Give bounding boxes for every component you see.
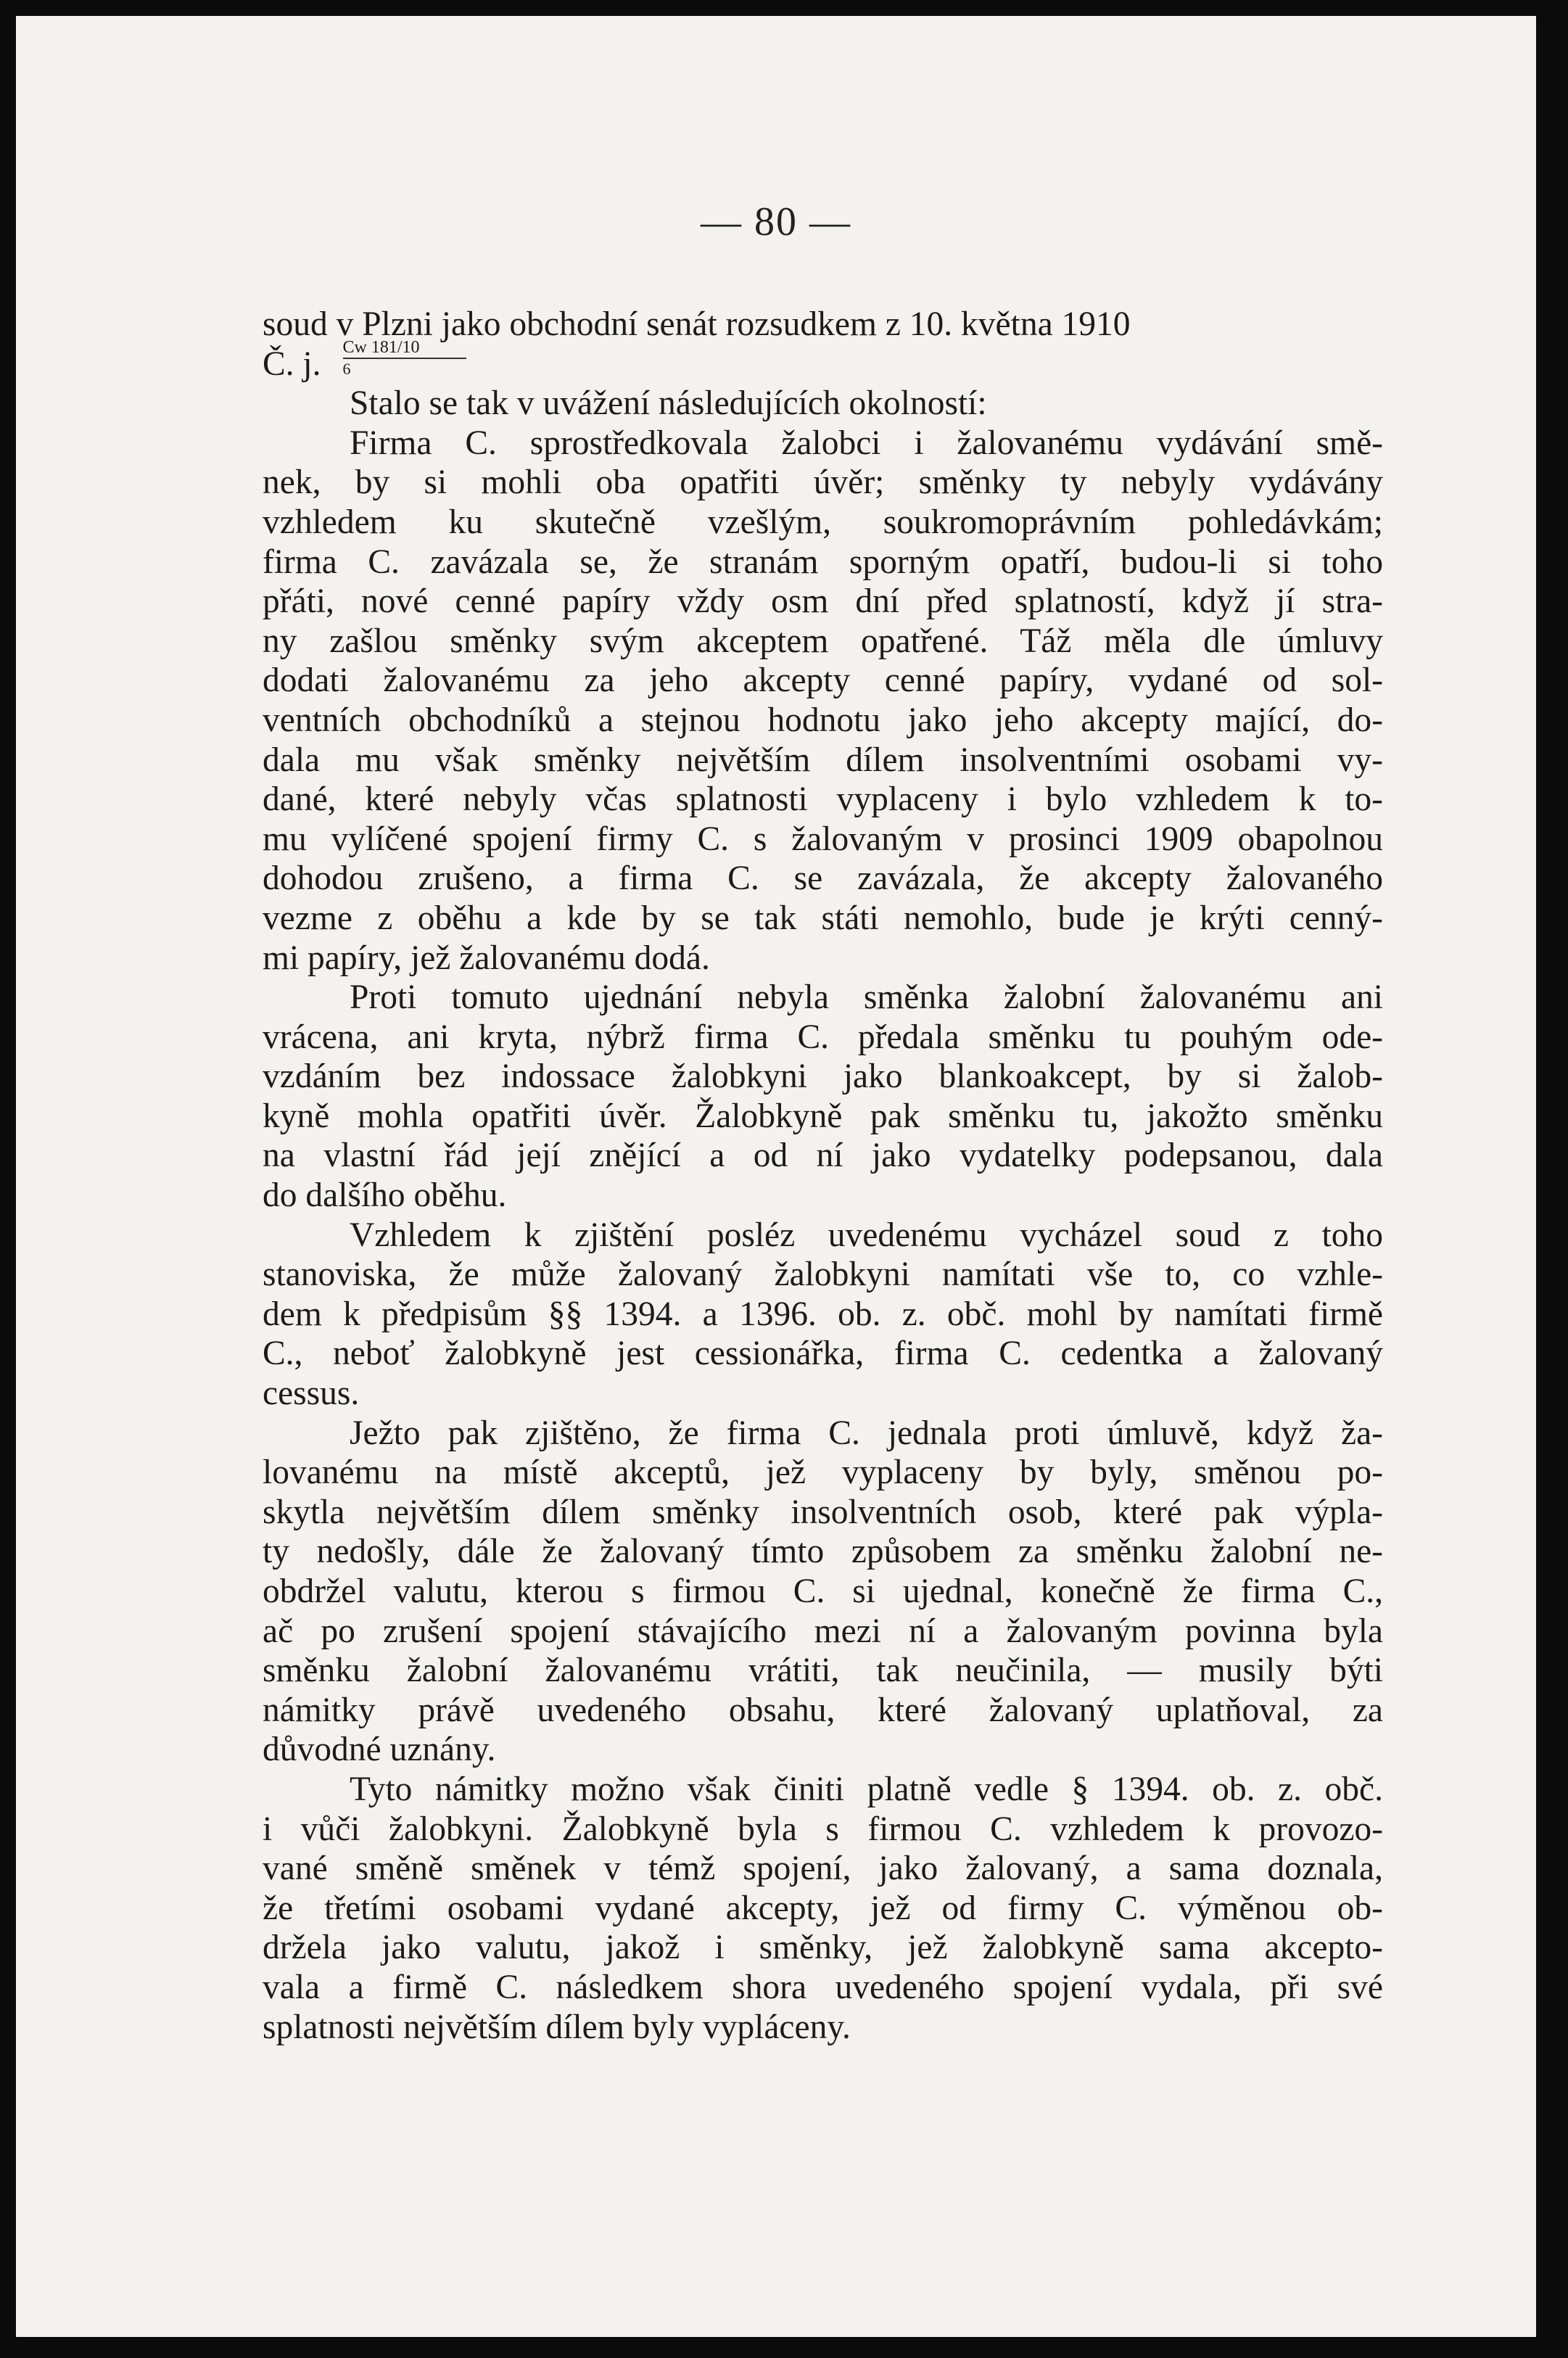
text-line: vezme z oběhu a kde by se tak státi nemohlo, bude je krýti cenný-: [263, 899, 1383, 937]
document-page: [16, 16, 1536, 2337]
text-line: že třetími osobami vydané akcepty, jež od firmy C. výměnou ob-: [263, 1889, 1383, 1927]
text-line: mi papíry, jež žalovanému dodá.: [263, 939, 710, 977]
text-line: mu vylíčené spojení firmy C. s žalovaným v prosinci 1909 obapolnou: [263, 820, 1383, 858]
text-line: vzhledem ku skutečně vzešlým, soukromoprávním pohledávkám;: [263, 503, 1383, 541]
case-reference: [263, 337, 1383, 384]
text-line: stanoviska, že může žalovaný žalobkyni namítati vše to, co vzhle-: [263, 1256, 1383, 1294]
text-line: dem k předpisům §§ 1394. a 1396. ob. z. obč. mohl by namítati firmě: [263, 1295, 1383, 1333]
text-line: na vlastní řád její znějící a od ní jako vydatelky podepsanou, dala: [263, 1137, 1383, 1175]
text-line: ač po zrušení spojení stávajícího mezi ní a žalovaným povinna byla: [263, 1612, 1383, 1650]
text-line: Proti tomuto ujednání nebyla směnka žalobní žalovanému ani: [350, 978, 1383, 1017]
text-line: dané, které nebyly včas splatnosti vyplaceny i bylo vzhledem k to-: [263, 780, 1383, 819]
text-line: skytla největším dílem směnky insolventních osob, které pak výpla-: [263, 1493, 1383, 1531]
text-line: dodati žalovanému za jeho akcepty cenné papíry, vydané od sol-: [263, 661, 1383, 700]
text-line: ventních obchodníků a stejnou hodnotu jako jeho akcepty mající, do-: [263, 701, 1383, 739]
text-line: dala mu však směnky největším dílem insolventními osobami vy-: [263, 741, 1383, 779]
text-line: do dalšího oběhu.: [263, 1176, 507, 1215]
text-line: soud v Plzni jako obchodní senát rozsudkem z 10. května 1910: [263, 305, 1131, 343]
text-line: důvodné uznány.: [263, 1731, 496, 1769]
text-line: Vzhledem k zjištění posléz uvedenému vycházel soud z toho: [350, 1216, 1383, 1254]
text-line: cessus.: [263, 1374, 360, 1413]
text-line: Firma C. sprostředkovala žalobci i žalovanému vydávání smě-: [350, 424, 1383, 462]
text-line: dohodou zrušeno, a firma C. se zavázala, že akcepty žalovaného: [263, 859, 1383, 898]
text-line: držela jako valutu, jakož i směnky, jež žalobkyně sama akcepto-: [263, 1929, 1383, 1967]
text-line: C., neboť žalobkyně jest cessionářka, firma C. cedentka a žalovaný: [263, 1335, 1383, 1373]
text-line: firma C. zavázala se, že stranám sporným opatří, budou-li si toho: [263, 543, 1383, 581]
case-reference-denominator: 6: [342, 359, 351, 378]
text-line: obdržel valutu, kterou s firmou C. si ujednal, konečně že firma C.,: [263, 1572, 1383, 1610]
text-line: námitky právě uvedeného obsahu, které žalovaný uplatňoval, za: [263, 1691, 1383, 1729]
case-reference-numerator: Cw 181/10: [343, 339, 466, 359]
text-line: směnku žalobní žalovanému vrátiti, tak neučinila, — musily býti: [263, 1652, 1383, 1690]
text-line: přáti, nové cenné papíry vždy osm dní před splatností, když jí stra-: [263, 582, 1383, 621]
case-reference-label: Č. j.: [263, 345, 321, 383]
text-line: Ježto pak zjištěno, že firma C. jednala proti úmluvě, když ža-: [350, 1414, 1383, 1452]
text-line: vrácena, ani kryta, nýbrž firma C. předala směnku tu pouhým ode-: [263, 1018, 1383, 1056]
text-line: i vůči žalobkyni. Žalobkyně byla s firmou C. vzhledem k provozo-: [263, 1810, 1383, 1848]
document-body: [263, 305, 1383, 2047]
text-line: ny zašlou směnky svým akceptem opatřené. Táž měla dle úmluvy: [263, 622, 1383, 660]
text-line: vané směně směnek v témž spojení, jako žalovaný, a sama doznala,: [263, 1850, 1383, 1888]
text-line: ty nedošly, dále že žalovaný tímto způsobem za směnku žalobní ne-: [263, 1533, 1383, 1571]
text-line: Stalo se tak v uvážení následujících okolností:: [350, 384, 987, 423]
text-line: vzdáním bez indossace žalobkyni jako blankoakcept, by si žalob-: [263, 1058, 1383, 1096]
case-reference-fraction: [342, 337, 466, 385]
page-number: — 80 —: [701, 199, 851, 244]
text-line: vala a firmě C. následkem shora uvedeného spojení vydala, při své: [263, 1968, 1383, 2006]
text-line: Tyto námitky možno však činiti platně vedle § 1394. ob. z. obč.: [350, 1770, 1383, 1808]
text-line: lovanému na místě akceptů, jež vyplaceny by byly, směnou po-: [263, 1454, 1383, 1492]
text-line: kyně mohla opatřiti úvěr. Žalobkyně pak směnku tu, jakožto směnku: [263, 1097, 1383, 1135]
text-line: nek, by si mohli oba opatřiti úvěr; směnky ty nebyly vydávány: [263, 463, 1383, 502]
text-line: splatnosti největším dílem byly vypláceny.: [263, 2008, 851, 2046]
